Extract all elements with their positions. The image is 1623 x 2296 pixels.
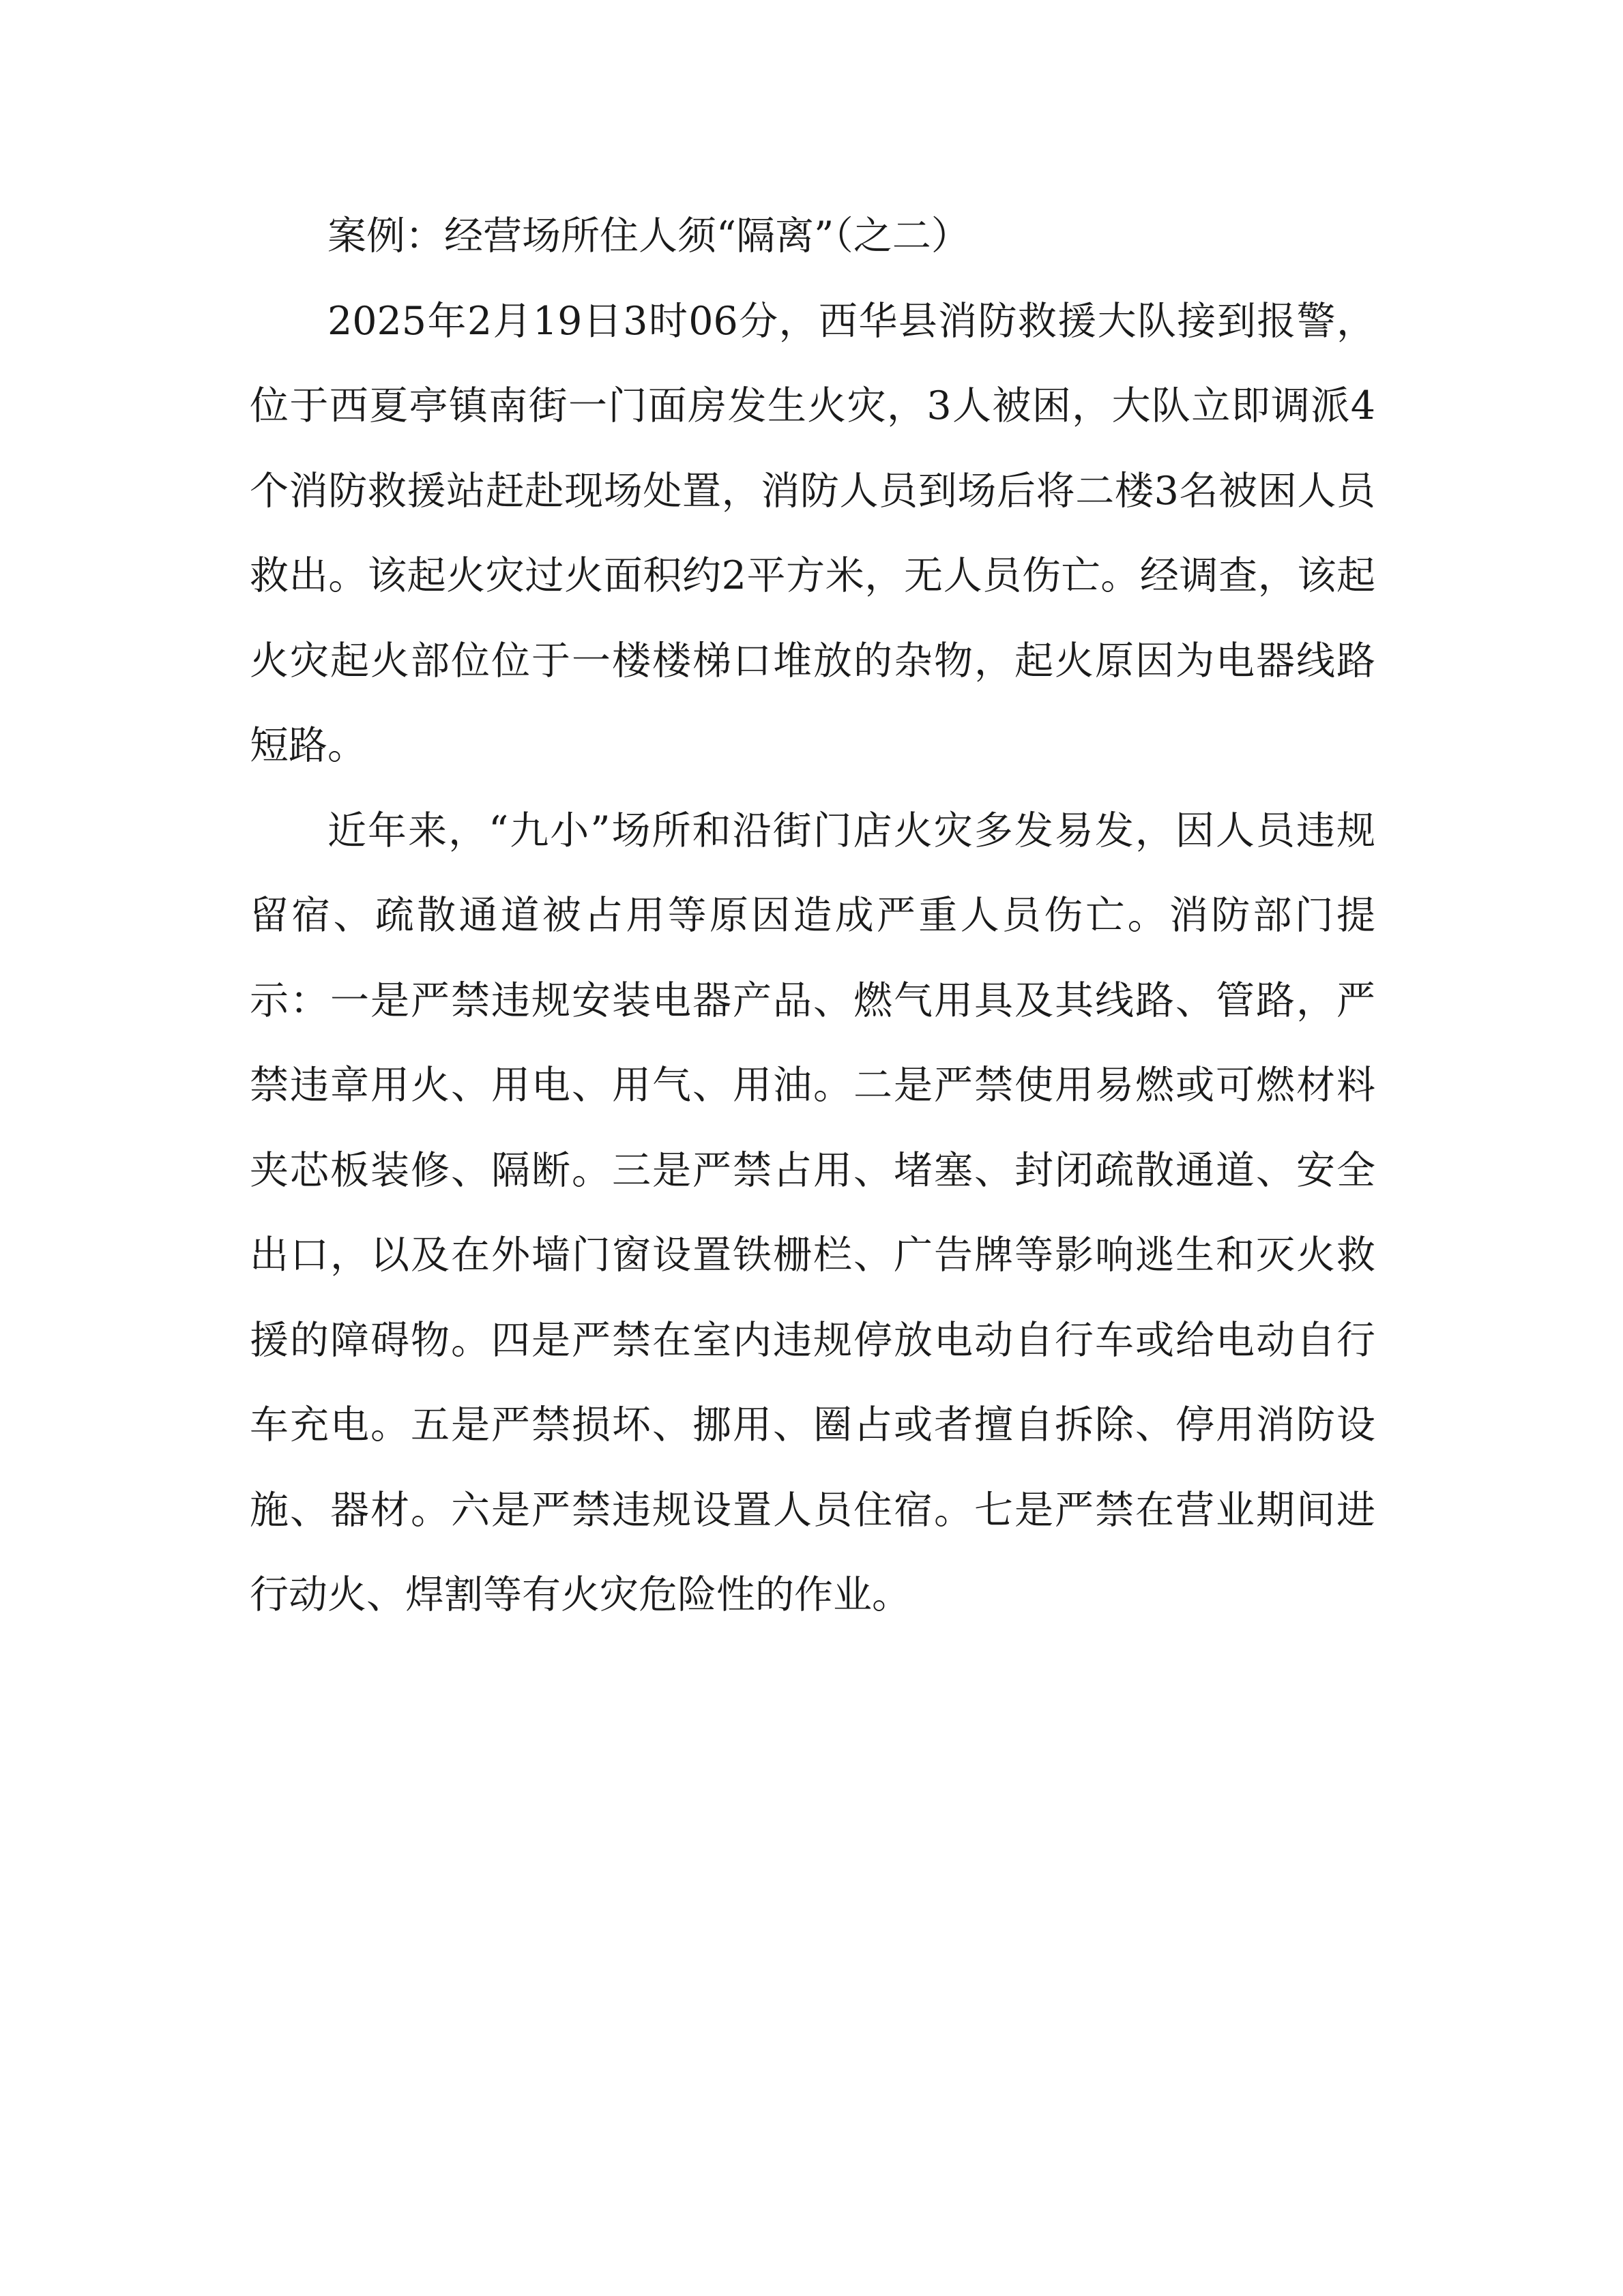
document-body <box>250 194 1375 1638</box>
document-title: 案例：经营场所住人须“隔离”（之二） <box>327 214 970 259</box>
paragraph-incident: 2025年2月19日3时06分，西华县消防救援大队接到报警，位于西夏亭镇南街一门面房发生火灾，3人被困，大队立即调派4个消防救援站赶赴现场处置，消防人员到场后将二楼3名被困人员救出。该起火灾过火面积约2平方米，无人员伤亡。经调查，该起火灾起火部位位于一楼楼梯口堆放的杂物，起火原因为电器线路短路。 <box>250 298 1375 768</box>
paragraph-safety-tips: 近年来，“九小”场所和沿街门店火灾多发易发，因人员违规留宿、疏散通道被占用等原因造成严重人员伤亡。消防部门提示：一是严禁违规安装电器产品、燃气用具及其线路、管路，严禁违章用火、用电、用气、用油。二是严禁使用易燃或可燃材料夹芯板装修、隔断。三是严禁占用、堵塞、封闭疏散通道、安全出口，以及在外墙门窗设置铁栅栏、广告牌等影响逃生和灭火救援的障碍物。四是严禁在室内违规停放电动自行车或给电动自行车充电。五是严禁损坏、挪用、圈占或者擅自拆除、停用消防设施、器材。六是严禁违规设置人员住宿。七是严禁在营业期间进行动火、焊割等有火灾危险性的作业。 <box>250 808 1375 1617</box>
